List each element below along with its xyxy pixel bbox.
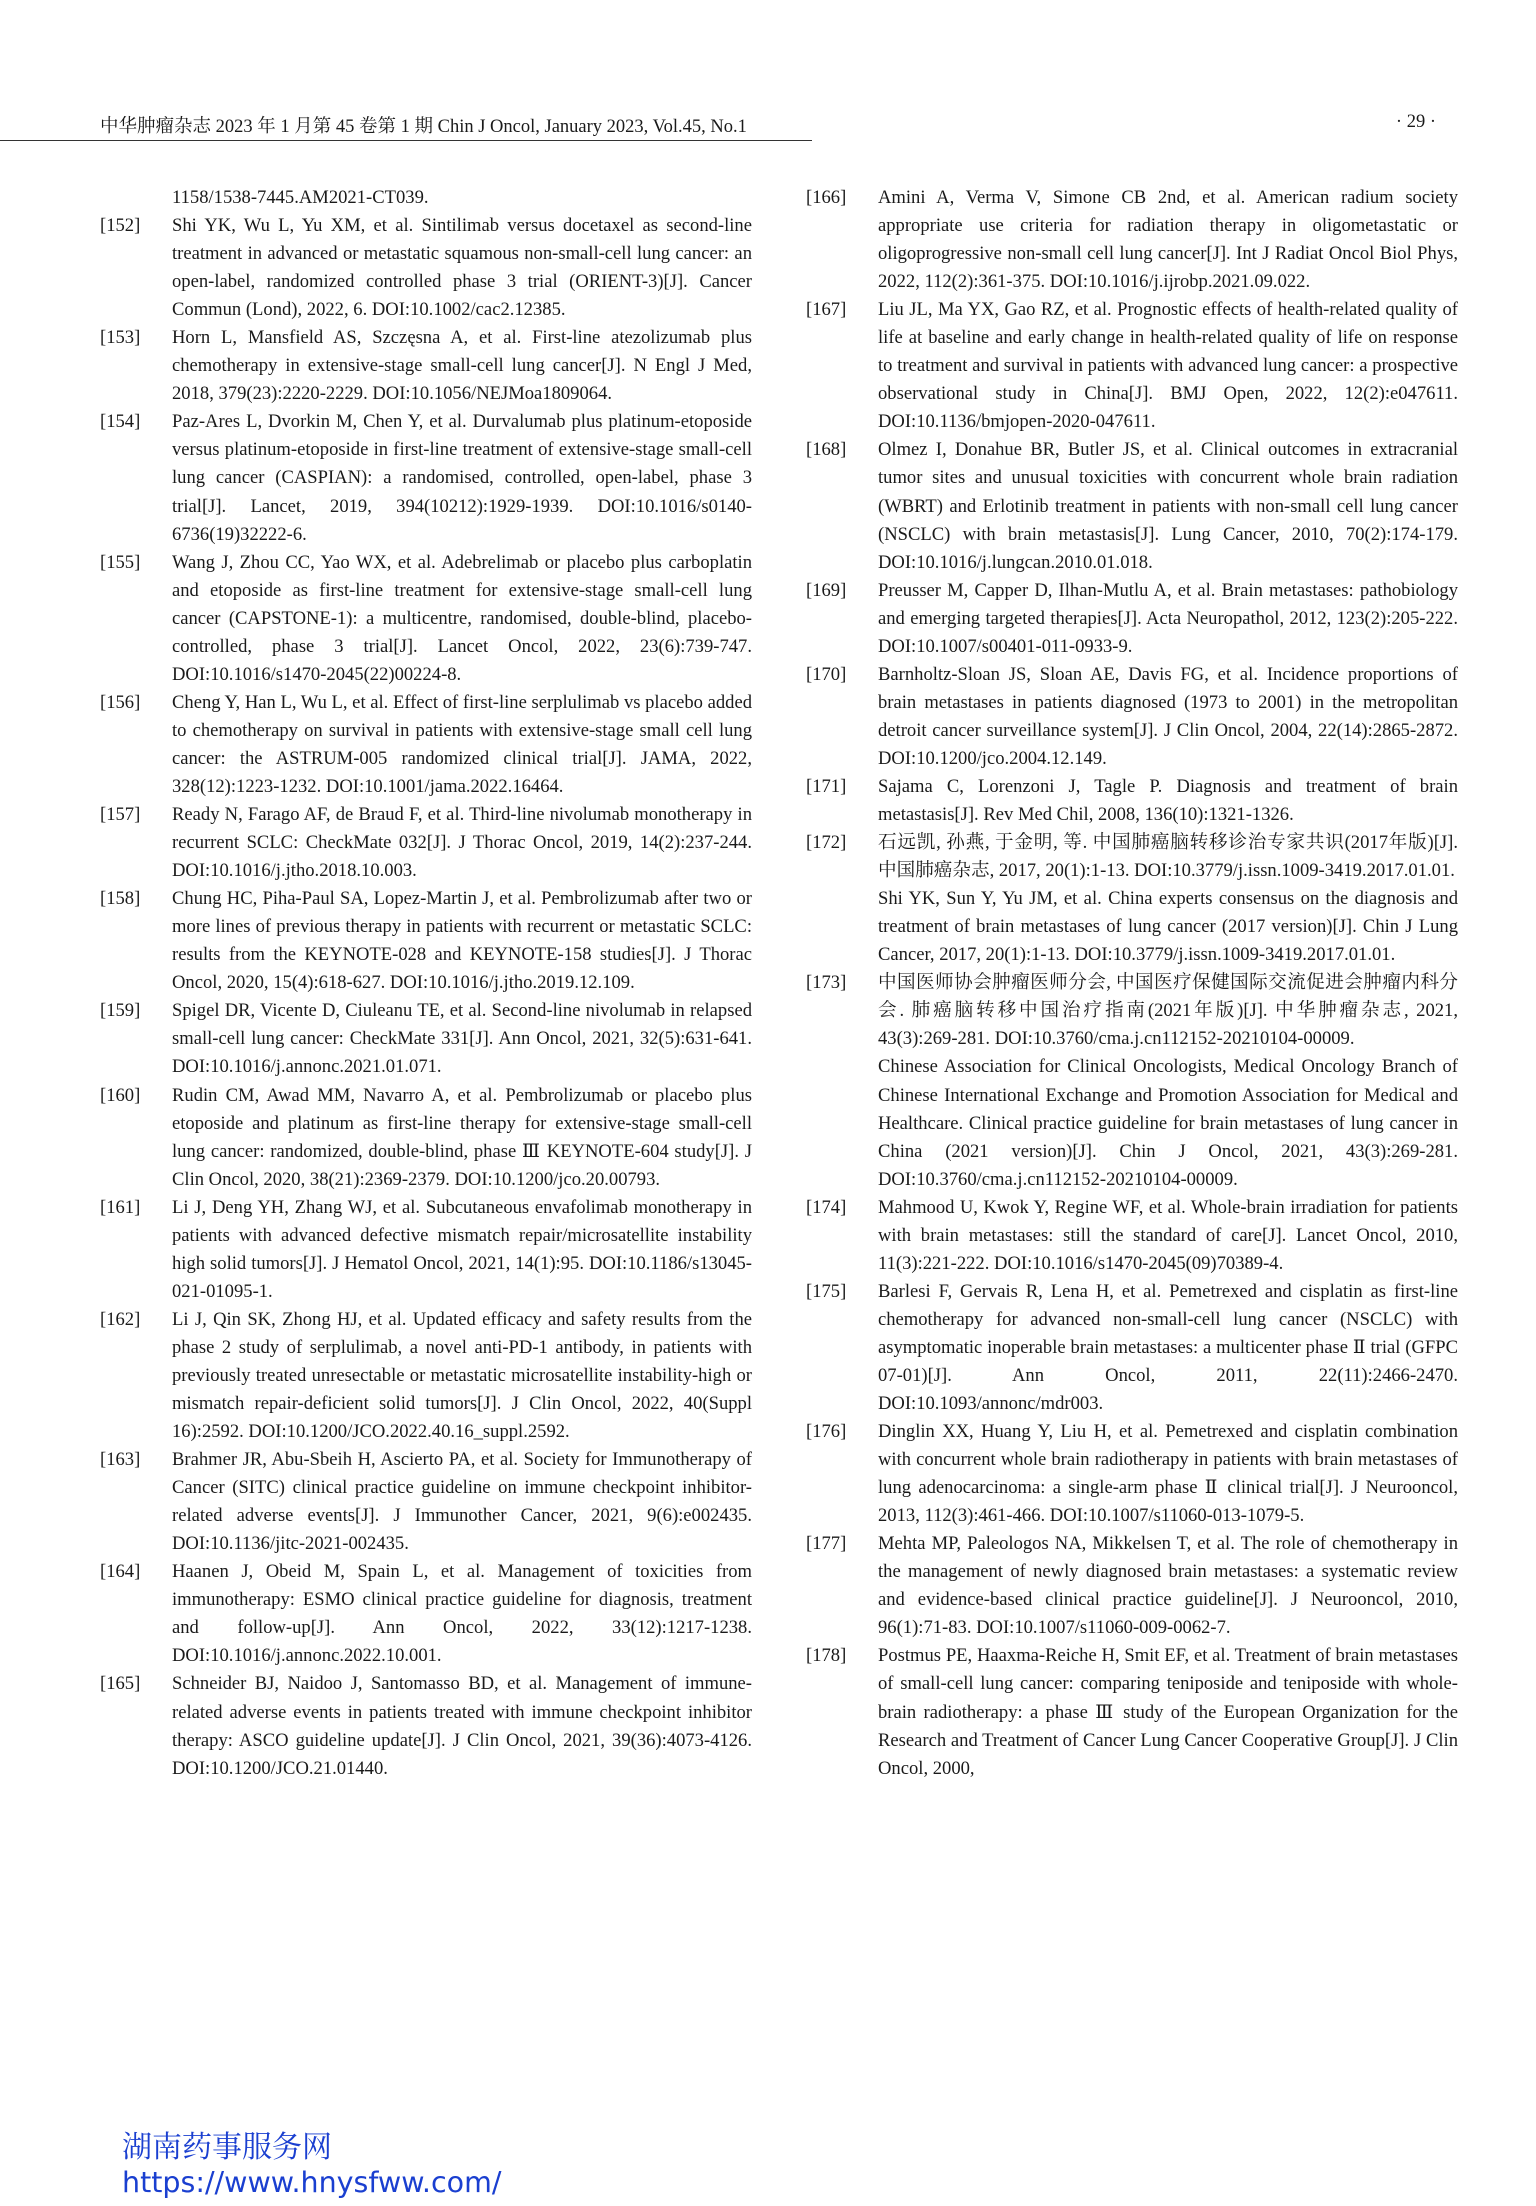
reference-entry: [100, 1670, 752, 1782]
reference-number: [172]: [806, 832, 847, 854]
watermark-name: 湖南药事服务网: [122, 2130, 332, 2165]
reference-text: Li J, Qin SK, Zhong HJ, et al. Updated efficacy and safety results from the phase 2 study of serplulimab, a novel anti-PD-1 antibody, in patients with previously treated unresectable or metastatic microsatellite instability-high or mismatch repair-deficient solid tumors[J]. J Clin Oncol, 2022, 40(Suppl 16):2592. DOI:10.1200/JCO.2022.40.16_suppl.2592.: [172, 1308, 752, 1443]
reference-entry: [100, 408, 752, 548]
reference-text: Spigel DR, Vicente D, Ciuleanu TE, et al. Second-line nivolumab in relapsed small-cell lung cancer: CheckMate 331[J]. Ann Oncol, 2021, 32(5):631-641. DOI:10.1016/j.annonc.2021.01.071.: [172, 1000, 752, 1078]
reference-entry: [100, 1194, 752, 1306]
reference-text: Barnholtz-Sloan JS, Sloan AE, Davis FG, et al. Incidence proportions of brain metastases in patients diagnosed (1973 to 2001) in the metropolitan detroit cancer surveillance system[J]. J Clin Oncol, 2004, 22(14):2865-2872. DOI:10.1200/jco.2004.12.149.: [878, 663, 1458, 769]
reference-number: [171]: [806, 775, 847, 797]
running-header: [100, 112, 1446, 142]
reference-text: Haanen J, Obeid M, Spain L, et al. Management of toxicities from immunotherapy: ESMO clinical practice guideline for diagnosis, treatment and follow-up[J]. Ann Oncol, 2022, 33(12):1217-1238. DOI:10.1016/j.annonc.2022.10.001.: [172, 1561, 752, 1667]
reference-text: Schneider BJ, Naidoo J, Santomasso BD, et al. Management of immune-related adverse events in patients treated with immune checkpoint inhibitor therapy: ASCO guideline update[J]. J Clin Oncol, 2021, 39(36):4073-4126. DOI:10.1200/JCO.21.01440.: [172, 1673, 752, 1779]
reference-text: Wang J, Zhou CC, Yao WX, et al. Adebrelimab or placebo plus carboplatin and etoposide as first-line treatment for extensive-stage small-cell lung cancer (CAPSTONE-1): a multicentre, randomised, double-blind, placebo-controlled, phase 3 trial[J]. Lancet Oncol, 2022, 23(6):739-747. DOI:10.1016/s1470-2045(22)00224-8.: [172, 551, 752, 685]
reference-text: Shi YK, Wu L, Yu XM, et al. Sintilimab versus docetaxel as second-line treatment in advanced or metastatic squamous non-small-cell lung cancer: an open-label, randomized controlled phase 3 trial (ORIENT-3)[J]. Cancer Commun (Lond), 2022, 6. DOI:10.1002/cac2.12385.: [172, 215, 752, 321]
reference-text: Brahmer JR, Abu-Sbeih H, Ascierto PA, et al. Society for Immunotherapy of Cancer (SITC) clinical practice guideline on immune checkpoint inhibitor-related adverse events[J]. J Immunother Cancer, 2021, 9(6):e002435. DOI:10.1136/jitc-2021-002435.: [172, 1449, 752, 1555]
reference-entry: [100, 1446, 752, 1558]
reference-number: [174]: [806, 1196, 847, 1218]
reference-text: Horn L, Mansfield AS, Szczęsna A, et al. First-line atezolizumab plus chemotherapy in extensive-stage small-cell lung cancer[J]. N Engl J Med, 2018, 379(23):2220-2229. DOI:10.1056/NEJMoa1809064.: [172, 327, 752, 405]
reference-entry: [806, 969, 1458, 1053]
reference-number: [156]: [100, 691, 141, 713]
reference-number: [169]: [806, 579, 847, 601]
reference-text: Shi YK, Sun Y, Yu JM, et al. China experts consensus on the diagnosis and treatment of brain metastases of lung cancer (2017 version)[J]. Chin J Lung Cancer, 2017, 20(1):1-13. DOI:10.3779/j.issn.1009-3419.2017.01.01.: [878, 888, 1458, 966]
reference-entry: [806, 829, 1458, 885]
reference-number: [160]: [100, 1084, 141, 1106]
reference-number: [161]: [100, 1196, 141, 1218]
reference-text: Mahmood U, Kwok Y, Regine WF, et al. Whole-brain irradiation for patients with brain metastases: still the standard of care[J]. Lancet Oncol, 2010, 11(3):221-222. DOI:10.1016/s1470-2045(09)70389-4.: [878, 1196, 1458, 1274]
reference-entry: [100, 212, 752, 324]
reference-text: Preusser M, Capper D, Ilhan-Mutlu A, et al. Brain metastases: pathobiology and emerging targeted therapies[J]. Acta Neuropathol, 2012, 123(2):205-222. DOI:10.1007/s00401-011-0933-9.: [878, 579, 1458, 657]
reference-number: [157]: [100, 804, 141, 826]
reference-entry: [806, 661, 1458, 773]
reference-number: [165]: [100, 1673, 141, 1695]
reference-text: Mehta MP, Paleologos NA, Mikkelsen T, et al. The role of chemotherapy in the management of newly diagnosed brain metastases: a systematic review and evidence-based clinical practice guideline[J]. J Neurooncol, 2010, 96(1):71-83. DOI:10.1007/s11060-009-0062-7.: [878, 1533, 1458, 1639]
reference-number: [177]: [806, 1533, 847, 1555]
reference-number: [170]: [806, 663, 847, 685]
reference-entry: [100, 549, 752, 689]
reference-entry: [100, 184, 752, 212]
watermark-url[interactable]: https://www.hnysfww.com/: [122, 2166, 502, 2199]
reference-entry: [100, 801, 752, 885]
reference-text: Cheng Y, Han L, Wu L, et al. Effect of first-line serplulimab vs placebo added to chemotherapy on survival in patients with extensive-stage small cell lung cancer: the ASTRUM-005 randomized clinical trial[J]. JAMA, 2022, 328(12):1223-1232. DOI:10.1001/jama.2022.16464.: [172, 691, 752, 797]
reference-entry: [806, 1053, 1458, 1193]
reference-text: Li J, Deng YH, Zhang WJ, et al. Subcutaneous envafolimab monotherapy in patients with advanced defective mismatch repair/microsatellite instability high solid tumors[J]. J Hematol Oncol, 2021, 14(1):95. DOI:10.1186/s13045-021-01095-1.: [172, 1196, 752, 1302]
reference-number: [153]: [100, 327, 141, 349]
reference-text: 1158/1538-7445.AM2021-CT039.: [172, 187, 429, 208]
reference-number: [162]: [100, 1308, 141, 1330]
reference-text: Barlesi F, Gervais R, Lena H, et al. Pemetrexed and cisplatin as first-line chemotherapy for advanced non-small-cell lung cancer (NSCLC) with asymptomatic inoperable brain metastases: a multicenter phase Ⅱ trial (GFPC 07-01)[J]. Ann Oncol, 2011, 22(11):2466-2470. DOI:10.1093/annonc/mdr003.: [878, 1280, 1458, 1415]
page-number: · 29 ·: [1395, 112, 1436, 132]
reference-text: Liu JL, Ma YX, Gao RZ, et al. Prognostic effects of health-related quality of life at baseline and early change in health-related quality of life on response to treatment and survival in patients with advanced lung cancer: a prospective observational study in China[J]. BMJ Open, 2022, 12(2):e047611. DOI:10.1136/bmjopen-2020-047611.: [878, 299, 1458, 433]
reference-text: Dinglin XX, Huang Y, Liu H, et al. Pemetrexed and cisplatin combination with concurrent whole brain radiotherapy in patients with brain metastases of lung adenocarcinoma: a single-arm phase Ⅱ clinical trial[J]. J Neurooncol, 2013, 112(3):461-466. DOI:10.1007/s11060-013-1079-5.: [878, 1421, 1458, 1527]
reference-text: 石远凯, 孙燕, 于金明, 等. 中国肺癌脑转移诊治专家共识(2017年版)[J]. 中国肺癌杂志, 2017, 20(1):1-13. DOI:10.3779/j.issn.1009-3419.2017.01.01.: [878, 832, 1458, 882]
reference-number: [167]: [806, 299, 847, 321]
journal-header: 中华肿瘤杂志 2023 年 1 月第 45 卷第 1 期 Chin J Oncol, January 2023, Vol.45, No.1: [100, 117, 747, 137]
reference-number: [155]: [100, 551, 141, 573]
reference-entry: [806, 1278, 1458, 1418]
reference-entry: [100, 324, 752, 408]
reference-text: Chinese Association for Clinical Oncologists, Medical Oncology Branch of Chinese International Exchange and Promotion Association for Medical and Healthcare. Clinical practice guideline for brain metastases of lung cancer in China (2021 version)[J]. Chin J Oncol, 2021, 43(3):269-281. DOI:10.3760/cma.j.cn112152-20210104-00009.: [878, 1056, 1458, 1190]
reference-entry: [806, 1194, 1458, 1278]
reference-entry: [806, 1530, 1458, 1642]
reference-entry: [806, 577, 1458, 661]
reference-entry: [806, 436, 1458, 576]
reference-number: [164]: [100, 1561, 141, 1583]
reference-entry: [806, 885, 1458, 969]
reference-text: Sajama C, Lorenzoni J, Tagle P. Diagnosis and treatment of brain metastasis[J]. Rev Med Chil, 2008, 136(10):1321-1326.: [878, 775, 1458, 826]
reference-entry: [100, 1558, 752, 1670]
reference-entry: [100, 1082, 752, 1194]
reference-number: [159]: [100, 1000, 141, 1022]
reference-column-left: [100, 184, 752, 1783]
reference-entry: [100, 689, 752, 801]
reference-text: 中国医师协会肿瘤医师分会, 中国医疗保健国际交流促进会肿瘤内科分会. 肺癌脑转移中国治疗指南(2021年版)[J]. 中华肿瘤杂志, 2021, 43(3):269-281. DOI:10.3760/cma.j.cn112152-20210104-00009.: [878, 972, 1458, 1050]
reference-text: Paz-Ares L, Dvorkin M, Chen Y, et al. Durvalumab plus platinum-etoposide versus platinum-etoposide in first-line treatment of extensive-stage small-cell lung cancer (CASPIAN): a randomised, controlled, open-label, phase 3 trial[J]. Lancet, 2019, 394(10212):1929-1939. DOI:10.1016/s0140-6736(19)32222-6.: [172, 411, 752, 545]
reference-number: [173]: [806, 972, 847, 994]
reference-text: Postmus PE, Haaxma-Reiche H, Smit EF, et al. Treatment of brain metastases of small-cell lung cancer: comparing teniposide and teniposide with whole-brain radiotherapy: a phase Ⅲ study of the European Organization for the Research and Treatment of Cancer Lung Cancer Cooperative Group[J]. J Clin Oncol, 2000,: [878, 1645, 1458, 1779]
reference-entry: [806, 773, 1458, 829]
reference-number: [175]: [806, 1280, 847, 1302]
reference-entry: [100, 885, 752, 997]
reference-entry: [806, 1418, 1458, 1530]
reference-number: [163]: [100, 1449, 141, 1471]
reference-entry: [806, 296, 1458, 436]
reference-entry: [806, 1642, 1458, 1782]
reference-number: [166]: [806, 187, 847, 208]
reference-number: [176]: [806, 1421, 847, 1443]
reference-number: [152]: [100, 215, 141, 237]
reference-number: [154]: [100, 411, 141, 433]
reference-text: Rudin CM, Awad MM, Navarro A, et al. Pembrolizumab or placebo plus etoposide and platinum as first-line therapy for extensive-stage small-cell lung cancer: randomized, double-blind, phase Ⅲ KEYNOTE-604 study[J]. J Clin Oncol, 2020, 38(21):2369-2379. DOI:10.1200/jco.20.00793.: [172, 1084, 752, 1190]
reference-column-right: [806, 184, 1458, 1783]
reference-entry: [100, 1306, 752, 1446]
reference-number: [158]: [100, 888, 141, 910]
reference-number: [178]: [806, 1645, 847, 1667]
reference-entry: [100, 997, 752, 1081]
header-rule: [0, 140, 812, 141]
reference-text: Chung HC, Piha-Paul SA, Lopez-Martin J, et al. Pembrolizumab after two or more lines of previous therapy in patients with recurrent or metastatic SCLC: results from the KEYNOTE-028 and KEYNOTE-158 studies[J]. J Thorac Oncol, 2020, 15(4):618-627. DOI:10.1016/j.jtho.2019.12.109.: [172, 888, 752, 994]
reference-entry: [806, 184, 1458, 296]
reference-text: Ready N, Farago AF, de Braud F, et al. Third-line nivolumab monotherapy in recurrent SCLC: CheckMate 032[J]. J Thorac Oncol, 2019, 14(2):237-244. DOI:10.1016/j.jtho.2018.10.003.: [172, 804, 752, 882]
reference-number: [168]: [806, 439, 847, 461]
reference-text: Olmez I, Donahue BR, Butler JS, et al. Clinical outcomes in extracranial tumor sites and unusual toxicities with concurrent whole brain radiation (WBRT) and Erlotinib treatment in patients with non-small cell lung cancer (NSCLC) with brain metastasis[J]. Lung Cancer, 2010, 70(2):174-179. DOI:10.1016/j.lungcan.2010.01.018.: [878, 439, 1458, 573]
reference-text: Amini A, Verma V, Simone CB 2nd, et al. American radium society appropriate use criteria for radiation therapy in oligometastatic or oligoprogressive non-small cell lung cancer[J]. Int J Radiat Oncol Biol Phys, 2022, 112(2):361-375. DOI:10.1016/j.ijrobp.2021.09.022.: [878, 187, 1458, 293]
